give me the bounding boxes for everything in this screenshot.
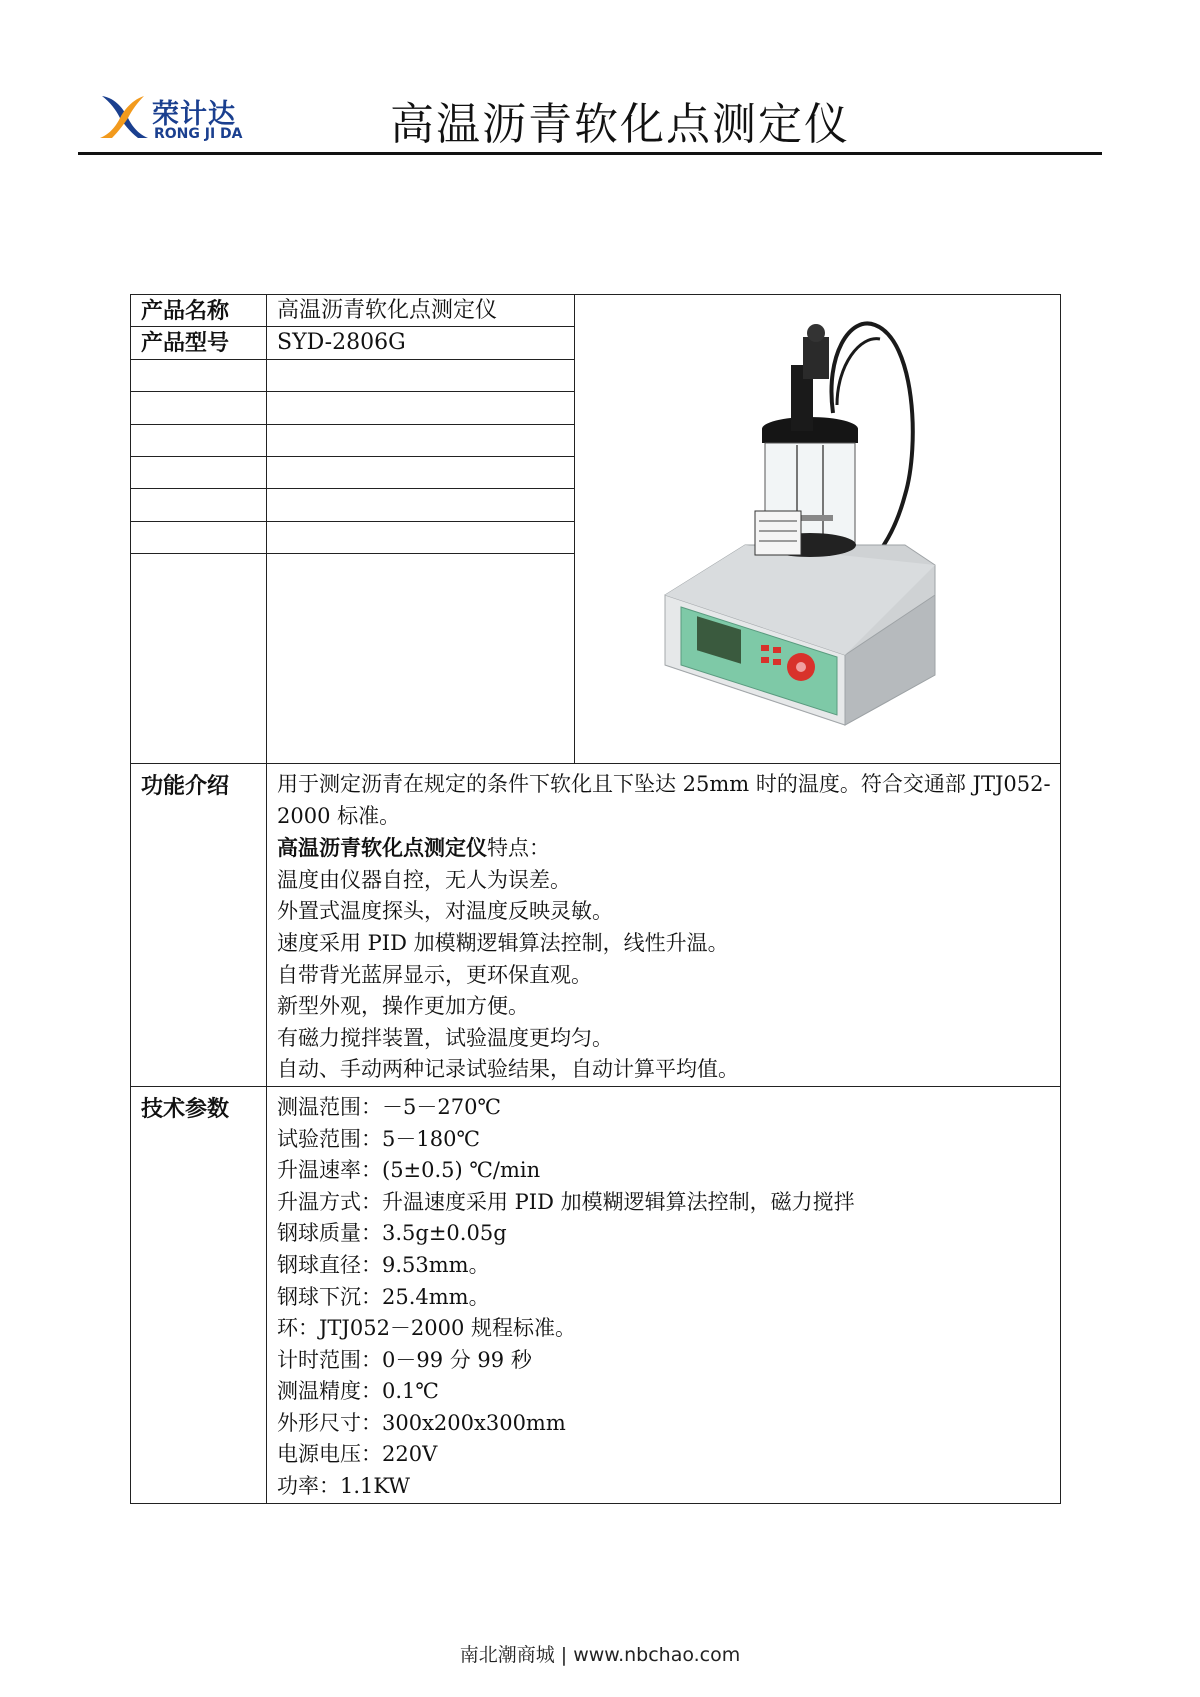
- empty-cell: [267, 424, 575, 456]
- product-model-label: 产品型号: [131, 327, 267, 359]
- empty-cell: [131, 424, 267, 456]
- tech-param-line: 钢球下沉：25.4mm。: [277, 1284, 490, 1309]
- empty-cell: [131, 489, 267, 521]
- tech-param-line: 升温速率：(5±0.5) ℃/min: [277, 1158, 541, 1183]
- features-heading: [277, 832, 1054, 865]
- function-line: 外置式温度探头，对温度反映灵敏。: [277, 899, 613, 924]
- tech-param-line: 功率：1.1KW: [277, 1474, 410, 1499]
- tech-params-content: [267, 1086, 1061, 1503]
- company-logo: [98, 88, 248, 146]
- product-spec-table: [130, 294, 1061, 1504]
- product-image-cell: [575, 295, 1061, 764]
- empty-cell: [267, 489, 575, 521]
- empty-cell: [131, 521, 267, 553]
- empty-cell: [267, 554, 575, 764]
- product-name-value: 高温沥青软化点测定仪: [267, 295, 575, 327]
- empty-cell: [131, 456, 267, 488]
- function-line: 自动、手动两种记录试验结果，自动计算平均值。: [277, 1057, 739, 1082]
- function-line: 自带背光蓝屏显示，更环保直观。: [277, 962, 592, 987]
- function-line: 有磁力搅拌装置，试验温度更均匀。: [277, 1025, 613, 1050]
- footer-watermark: 南北潮商城 | www.nbchao.com: [459, 1644, 741, 1666]
- logo-english-name: RONG JI DA: [154, 126, 243, 142]
- tech-param-line: 试验范围：5－180℃: [277, 1126, 480, 1151]
- logo-chinese-name: 荣计达: [152, 99, 236, 130]
- tech-param-line: 环：JTJ052－2000 规程标准。: [277, 1316, 577, 1341]
- page-header: [78, 78, 1102, 155]
- tech-param-line: 测温范围：－5－270℃: [277, 1094, 501, 1119]
- empty-cell: [131, 554, 267, 764]
- tech-param-line: 外形尺寸：300x200x300mm: [277, 1410, 566, 1435]
- function-line: 用于测定沥青在规定的条件下软化且下坠达 25mm 时的温度。符合交通部 JTJ052-2000 标准。: [277, 772, 1051, 828]
- tech-param-line: 钢球质量：3.5g±0.05g: [277, 1221, 507, 1246]
- empty-cell: [267, 392, 575, 424]
- function-line: 温度由仪器自控，无人为误差。: [277, 867, 571, 892]
- tech-param-line: 计时范围：0－99 分 99 秒: [277, 1347, 532, 1372]
- tech-param-line: 钢球直径：9.53mm。: [277, 1252, 490, 1277]
- empty-cell: [267, 359, 575, 391]
- empty-cell: [131, 392, 267, 424]
- tech-param-line: 升温方式：升温速度采用 PID 加模糊逻辑算法控制，磁力搅拌: [277, 1189, 855, 1214]
- tech-param-line: 测温精度：0.1℃: [277, 1379, 439, 1404]
- features-heading-bold: 高温沥青软化点测定仪: [277, 835, 487, 861]
- function-content: [267, 764, 1061, 1087]
- tech-params-label: 技术参数: [131, 1086, 267, 1503]
- empty-cell: [267, 521, 575, 553]
- features-heading-suffix: 特点：: [487, 836, 550, 861]
- empty-cell: [267, 456, 575, 488]
- product-model-value: SYD-2806G: [267, 327, 575, 359]
- empty-cell: [131, 359, 267, 391]
- page-title: 高温沥青软化点测定仪: [390, 99, 850, 150]
- function-label: 功能介绍: [131, 764, 267, 1087]
- logo-mark-icon: [98, 92, 150, 142]
- tech-param-line: 电源电压：220V: [277, 1442, 438, 1467]
- product-name-label: 产品名称: [131, 295, 267, 327]
- function-line: 速度采用 PID 加模糊逻辑算法控制，线性升温。: [277, 930, 729, 955]
- product-photo-icon: [575, 295, 1061, 759]
- function-line: 新型外观，操作更加方便。: [277, 994, 529, 1019]
